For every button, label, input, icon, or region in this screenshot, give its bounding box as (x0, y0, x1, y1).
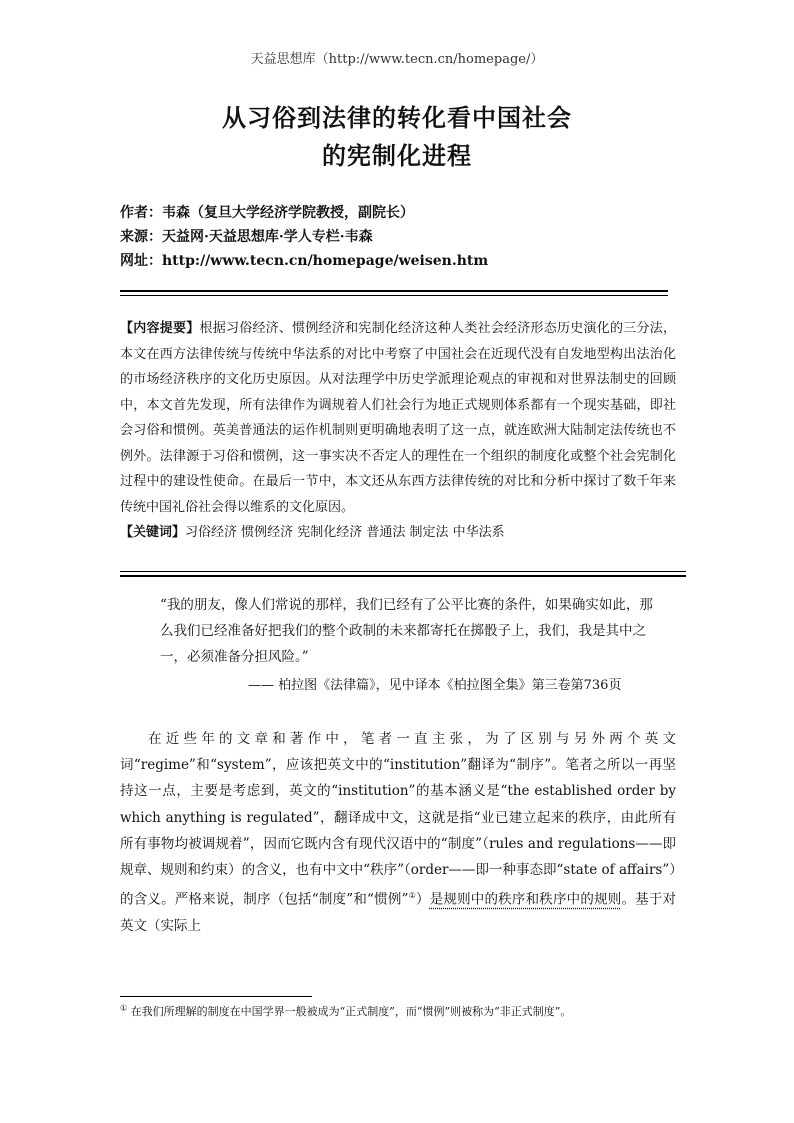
body-text-part-c: 。基于对英文（实际上 (120, 891, 677, 934)
epigraph-source: —— 柏拉图《法律篇》，见中译本《柏拉图全集》第三卷第736页 (248, 678, 622, 693)
top-divider-thin (120, 295, 668, 296)
abstract-block (120, 316, 676, 546)
keywords-label: 【关键词】 (120, 525, 186, 540)
footnote-mark: ① (120, 1003, 128, 1013)
body-text (120, 726, 676, 939)
epigraph-text: “我的朋友，像人们常说的那样，我们已经有了公平比赛的条件，如果确实如此，那么我们已经准备好把我们的整个政制的未来都寄托在掷骰子上，我们，我是其中之一，必须准备分担风险。” (160, 597, 653, 665)
url-line: 网址：http://www.tecn.cn/homepage/weisen.htm (120, 253, 489, 269)
epigraph (160, 592, 660, 670)
keywords-paragraph (120, 520, 676, 546)
footnote-ref[interactable]: ① (408, 891, 416, 901)
footnote (120, 1003, 680, 1019)
abstract-label: 【内容提要】 (120, 321, 200, 336)
source-line: 来源：天益网·天益思想库·学人专栏·韦森 (120, 229, 373, 245)
footnote-rule (120, 996, 312, 997)
abstract-divider-thin (120, 571, 686, 572)
emphasized-phrase: 是规则中的秩序和秩序中的规则 (429, 891, 622, 908)
body-text-part-a: 在近些年的文章和著作中，笔者一直主张，为了区别与另外两个英文词“regime”和“system”，应该把英文中的“institution”翻译为“制序”。笔者之所以一再坚持这一点，主要是考虑到，英文的“institution”的基本涵义是“the established order by which anything is regulated”，翻译成中文，这就是指“业已建立起来的秩序，由此所有所有事物均被调规着”，因而它既内含有现代汉语中的“制度”（rules and regulations——即规章、规则和约束）的含义，也有中文中“秩序”（order——即一种事态即“state of affairs”）的含义。严格来说，制序（包括“制度”和“惯例” (120, 731, 676, 908)
abstract-divider (120, 575, 686, 577)
article-title-line2: 的宪制化进程 (322, 141, 472, 170)
abstract-paragraph (120, 316, 676, 520)
body-text-part-b: ） (416, 891, 430, 908)
footnote-text: 在我们所理解的制度在中国学界一般被成为“正式制度”，而“惯例”则被称为“非正式制度”。 (130, 1005, 572, 1018)
page-header: 天益思想库（http://www.tecn.cn/homepage/） (250, 52, 544, 67)
keywords-text: 习俗经济 惯例经济 宪制化经济 普通法 制定法 中华法系 (185, 525, 505, 540)
author-line: 作者：韦森（复旦大学经济学院教授，副院长） (120, 205, 414, 221)
abstract-text: 根据习俗经济、惯例经济和宪制化经济这种人类社会经济形态历史演化的三分法，本文在西方法律传统与传统中华法系的对比中考察了中国社会在近现代没有自发地型构出法治化的市场经济秩序的文化历史原因。从对法理学中历史学派理论观点的审视和对世界法制史的回顾中，本文首先发现，所有法律作为调规着人们社会行为地正式规则体系都有一个现实基础，即社会习俗和惯例。英美普通法的运作机制则更明确地表明了这一点，就连欧洲大陆制定法传统也不例外。法律源于习俗和惯例，这一事实决不否定人的理性在一个组织的制度化或整个社会宪制化过程中的建设性使命。在最后一节中，本文还从东西方法律传统的对比和分析中探讨了数千年来传统中国礼俗社会得以维系的文化原因。 (120, 321, 676, 515)
article-title-line1: 从习俗到法律的转化看中国社会 (222, 103, 572, 132)
top-divider (120, 290, 668, 292)
body-paragraph (120, 726, 676, 939)
